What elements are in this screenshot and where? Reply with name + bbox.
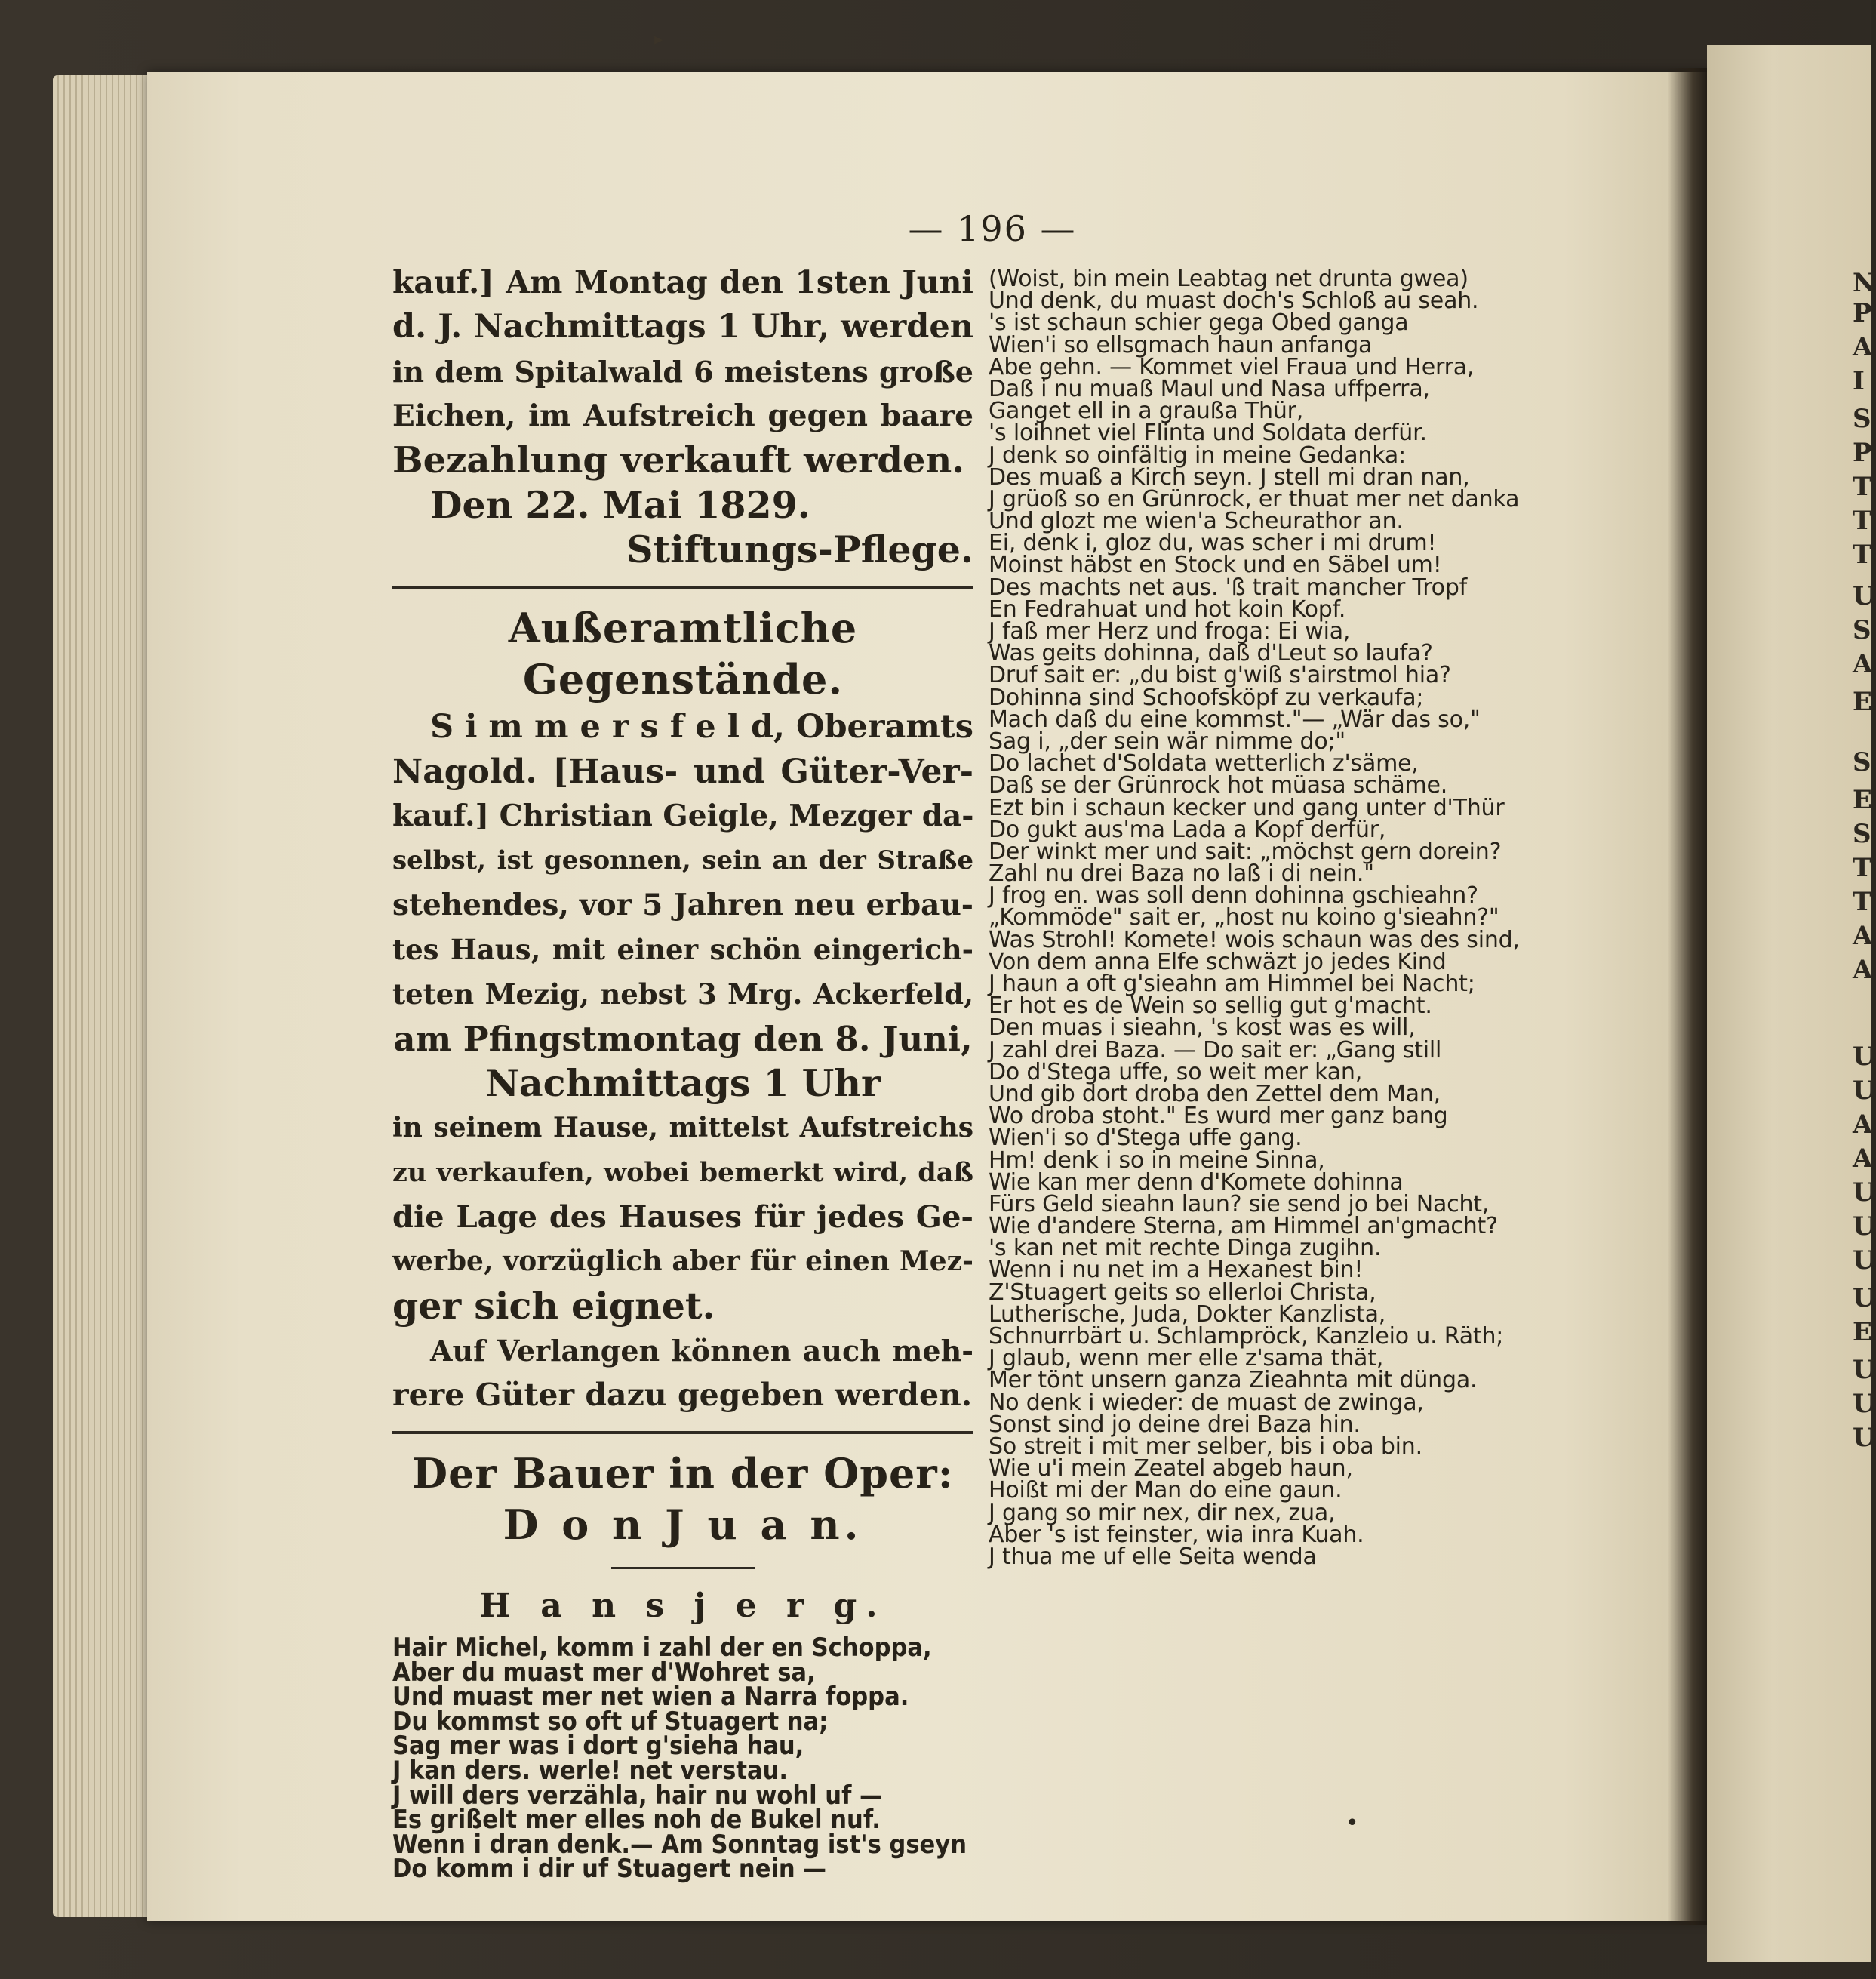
adjacent-page-letter: T: [1853, 506, 1872, 536]
ad-line: Auf Verlangen können auch meh-: [430, 1334, 973, 1368]
verse-line: En Fedrahuat und hot koin Kopf.: [989, 596, 1346, 623]
verse-line: Wien'i so ellsgmach haun anfanga: [989, 331, 1373, 359]
right-column: [989, 268, 1653, 1568]
divider-rule: [392, 1431, 973, 1434]
verse-line: Mach daß du eine kommst."— „Wär das so,": [989, 706, 1481, 733]
adjacent-page-letter: U: [1853, 1283, 1875, 1313]
verse-line: J denk so oinfältig in meine Gedanka:: [989, 442, 1406, 469]
ad-line: die Lage des Hauses für jedes Ge-: [392, 1199, 973, 1235]
verse-line: J frog en. was soll denn dohinna gschieahn?: [989, 882, 1478, 909]
page-number: — 196 —: [908, 208, 1077, 249]
verse-line: Wie u'i mein Zeatel abgeb haun,: [989, 1455, 1353, 1482]
ad-line: teten Mezig, nebst 3 Mrg. Ackerfeld,: [392, 977, 973, 1011]
verse-line: Ganget ell in a graußa Thür,: [989, 398, 1304, 425]
verse-line: Sonst sind jo deine drei Baza hin.: [989, 1411, 1361, 1438]
adjacent-page-letter: U: [1853, 1211, 1875, 1242]
verse-line: Er hot es de Wein so sellig gut g'macht.: [989, 993, 1432, 1020]
adjacent-page-letter: U: [1853, 1423, 1875, 1453]
verse-line: J kan ders. werle! net verstau.: [392, 1755, 788, 1786]
adjacent-page-letter: P: [1853, 438, 1872, 468]
notice-block: [392, 260, 973, 572]
verse-line: Fürs Geld sieahn laun? sie send jo bei Nacht,: [989, 1190, 1490, 1217]
adjacent-page-letter: T: [1853, 472, 1872, 502]
verse-line: Aber 's ist feinster, wia inra Kuah.: [989, 1521, 1364, 1548]
verse-line: Du kommst so oft uf Stuagert na;: [392, 1706, 829, 1737]
section-heading: Außeramtliche Gegenstände.: [508, 604, 858, 703]
left-column: [392, 260, 974, 1885]
adjacent-page-letter: E: [1853, 1317, 1872, 1347]
adjacent-page-letter: A: [1853, 955, 1873, 985]
verse-line: J grüoß so en Grünrock, er thuat mer net danka: [989, 485, 1520, 512]
verse-line: Den muas i sieahn, 's kost was es will,: [989, 1014, 1416, 1042]
adjacent-page-letter: E: [1853, 785, 1872, 815]
notice-line: Eichen, im Aufstreich gegen baare: [392, 399, 973, 433]
ad-line: tes Haus, mit einer schön eingerich-: [392, 933, 973, 966]
verse-line: Abe gehn. — Kommet viel Fraua und Herra,: [989, 353, 1475, 380]
ad-line: stehendes, vor 5 Jahren neu erbau-: [392, 888, 973, 922]
verse-line: No denk i wieder: de muast de zwinga,: [989, 1389, 1424, 1416]
adjacent-page-letter: T: [1853, 540, 1872, 570]
verse-line: Lutherische, Juda, Dokter Kanzlista,: [989, 1300, 1386, 1328]
verse-line: Hm! denk i so in meine Sinna,: [989, 1146, 1325, 1174]
verse-line: 's ist schaun schier gega Obed ganga: [989, 309, 1409, 337]
verse-line: Und gib dort droba den Zettel dem Man,: [989, 1080, 1441, 1107]
notice-signature: Stiftungs-Pflege.: [626, 528, 973, 571]
verse-line: Was geits dohinna, daß d'Leut so laufa?: [989, 640, 1433, 667]
adjacent-page-letter: U: [1853, 1355, 1875, 1385]
verse-line: „Kommöde" sait er, „host nu koino g'sieahn?": [989, 904, 1499, 931]
adjacent-page-letter: U: [1853, 581, 1875, 611]
verse-line: Aber du muast mer d'Wohret sa,: [392, 1657, 816, 1688]
verse-line: Ezt bin i schaun kecker und gang unter d'Thür: [989, 794, 1505, 821]
verse-line: Wie d'andere Sterna, am Himmel an'gmacht?: [989, 1213, 1498, 1240]
verse-line: Der winkt mer und sait: „möchst gern dorein?: [989, 838, 1502, 865]
verse-line: Und muast mer net wien a Narra foppa.: [392, 1682, 909, 1713]
verse-line: Do d'Stega uffe, so weit mer kan,: [989, 1058, 1363, 1085]
ad-line: Nagold. [Haus- und Güter-Ver-: [392, 753, 973, 791]
adjacent-page-letter: A: [1853, 649, 1873, 679]
verse-line: Wie kan mer denn d'Komete dohinna: [989, 1168, 1404, 1196]
adjacent-page-letter: A: [1853, 1143, 1873, 1174]
verse-line: J glaub, wenn mer elle z'sama thät,: [989, 1345, 1384, 1372]
verse-line: Mer tönt unsern ganza Zieahnta mit dünga.: [989, 1367, 1478, 1394]
verse-line: Des machts net aus. 'ß trait mancher Tropf: [989, 574, 1468, 601]
adjacent-page-letter: S: [1853, 747, 1871, 777]
adjacent-page-letter: U: [1853, 1076, 1875, 1106]
ink-dot: •: [1345, 1810, 1359, 1836]
short-rule: [611, 1567, 755, 1569]
verse-line: Es grißelt mer elles noh de Bukel nuf.: [392, 1805, 881, 1836]
ad-line: Nachmittags 1 Uhr: [485, 1061, 881, 1105]
verse-line: So streit i mit mer selber, bis i oba bin.: [989, 1433, 1422, 1460]
verse-line: Hair Michel, komm i zahl der en Schoppa,: [392, 1633, 932, 1663]
poem-title: Der Bauer in der Oper:: [412, 1449, 954, 1497]
verse-line: Z'Stuagert geits so ellerloi Christa,: [989, 1279, 1376, 1306]
adjacent-page-letter: A: [1853, 921, 1873, 951]
ad-line: werbe, vorzüglich aber für einen Mez-: [392, 1245, 973, 1277]
verse-line: Dohinna sind Schoofsköpf zu verkaufa;: [989, 684, 1424, 711]
adjacent-page-letter: I: [1853, 366, 1865, 396]
verse-line: 's loihnet viel Flinta und Soldata derfür.: [989, 420, 1427, 447]
verse-line: Was Strohl! Komete! wois schaun was des sind,: [989, 926, 1520, 953]
verse-line: J will ders verzähla, hair nu wohl uf —: [392, 1780, 883, 1811]
verse-line: Do lachet d'Soldata wetterlich z'säme,: [989, 750, 1419, 777]
verse-line: J haun a oft g'sieahn am Himmel bei Nacht;: [989, 971, 1475, 997]
adjacent-page-letter: U: [1853, 1042, 1875, 1072]
verse-line: Des muaß a Kirch seyn. J stell mi dran nan,: [989, 463, 1470, 491]
adjacent-page-letter: U: [1853, 1177, 1875, 1208]
verse-line: Von dem anna Elfe schwäzt jo jedes Kind: [989, 948, 1447, 975]
notice-line: Bezahlung verkauft werden.: [392, 439, 965, 482]
verse-line: Moinst häbst en Stock und en Säbel um!: [989, 552, 1442, 579]
sale-ad: [392, 705, 973, 1417]
verse-line: (Woist, bin mein Leabtag net drunta gwea): [989, 266, 1469, 292]
verse-line: Und glozt me wien'a Scheurathor an.: [989, 508, 1404, 535]
top-mark: ▸: [654, 30, 663, 49]
divider-rule: [392, 586, 973, 589]
adjacent-page-letter: E: [1853, 687, 1872, 717]
verse-line: Schnurrbärt u. Schlampröck, Kanzleio u. Räth;: [989, 1323, 1504, 1350]
adjacent-page-letter: A: [1853, 1110, 1873, 1140]
notice-line: in dem Spitalwald 6 meistens große: [392, 355, 973, 389]
verse-line: Wenn i nu net im a Hexanest bin!: [989, 1257, 1364, 1284]
verse-line: Hoißt mi der Man do eine gaun.: [989, 1477, 1342, 1504]
adjacent-page-letter: S: [1853, 615, 1871, 645]
adjacent-page-letter: T: [1853, 887, 1872, 917]
adjacent-page-letter: S: [1853, 404, 1871, 434]
verse-line: Sag i, „der sein wär nimme do;": [989, 728, 1345, 755]
book-gutter: [1668, 68, 1709, 1925]
verse-line: J thua me uf elle Seita wenda: [989, 1543, 1317, 1570]
ad-line: rere Güter dazu gegeben werden.: [392, 1377, 973, 1413]
ad-line: am Pfingstmontag den 8. Juni,: [393, 1019, 973, 1059]
adjacent-page-letter: P: [1853, 298, 1872, 328]
adjacent-page-letter: S: [1853, 819, 1871, 849]
verse-line: J faß mer Herz und froga: Ei wia,: [989, 618, 1351, 645]
ad-line: selbst, ist gesonnen, sein an der Straße: [392, 845, 973, 876]
ad-line: ger sich eignet.: [392, 1284, 715, 1328]
verse-line: Daß i nu muaß Maul und Nasa uffperra,: [989, 375, 1430, 402]
verse-line: Sag mer was i dort g'sieha hau,: [392, 1731, 804, 1762]
verse-line: Wo droba stoht." Es wurd mer ganz bang: [989, 1103, 1448, 1130]
ad-line: S i m m e r s f e l d, Oberamts: [430, 708, 973, 746]
verse-line: Wenn i dran denk.— Am Sonntag ist's gseyn: [392, 1829, 967, 1860]
verse-line: Do komm i dir uf Stuagert nein —: [392, 1854, 826, 1885]
speaker-name: H a n s j e r g.: [479, 1587, 887, 1625]
notice-line: kauf.] Am Montag den 1sten Juni: [392, 264, 973, 300]
verse-line: Wien'i so d'Stega uffe gang.: [989, 1125, 1302, 1152]
verse-line: Ei, denk i, gloz du, was scher i mi drum!: [989, 530, 1437, 557]
adjacent-page-letter: U: [1853, 1389, 1875, 1419]
verse-line: Zahl nu drei Baza no laß i di nein.": [989, 860, 1374, 888]
verse-line: J zahl drei Baza. — Do sait er: „Gang still: [989, 1036, 1442, 1063]
adjacent-page-letter: U: [1853, 1245, 1875, 1276]
adjacent-page-letter: A: [1853, 332, 1873, 362]
poem-subtitle: D o n J u a n.: [503, 1500, 863, 1549]
adjacent-page-letter: N: [1853, 268, 1876, 298]
verse-line: Und denk, du muast doch's Schloß au seah.: [989, 288, 1479, 315]
ad-line: kauf.] Christian Geigle, Mezger da-: [392, 799, 974, 833]
ad-line: in seinem Hause, mittelst Aufstreichs: [392, 1112, 973, 1143]
verse-line: 's kan net mit rechte Dinga zugihn.: [989, 1235, 1382, 1262]
verse-line: Do gukt aus'ma Lada a Kopf derfür,: [989, 816, 1386, 843]
notice-line: d. J. Nachmittags 1 Uhr, werden: [392, 308, 973, 346]
adjacent-page-letter: T: [1853, 853, 1872, 883]
notice-date: Den 22. Mai 1829.: [430, 483, 810, 527]
poem-left-verses: [392, 1633, 973, 1885]
verse-line: J gang so mir nex, dir nex, zua,: [989, 1499, 1336, 1526]
adjacent-page: [1707, 45, 1871, 1962]
verse-line: Daß se der Grünrock hot müasa schäme.: [989, 772, 1448, 799]
verse-line: Druf sait er: „du bist g'wiß s'airstmol hia?: [989, 662, 1451, 689]
ad-line: zu verkaufen, wobei bemerkt wird, daß: [392, 1157, 973, 1188]
